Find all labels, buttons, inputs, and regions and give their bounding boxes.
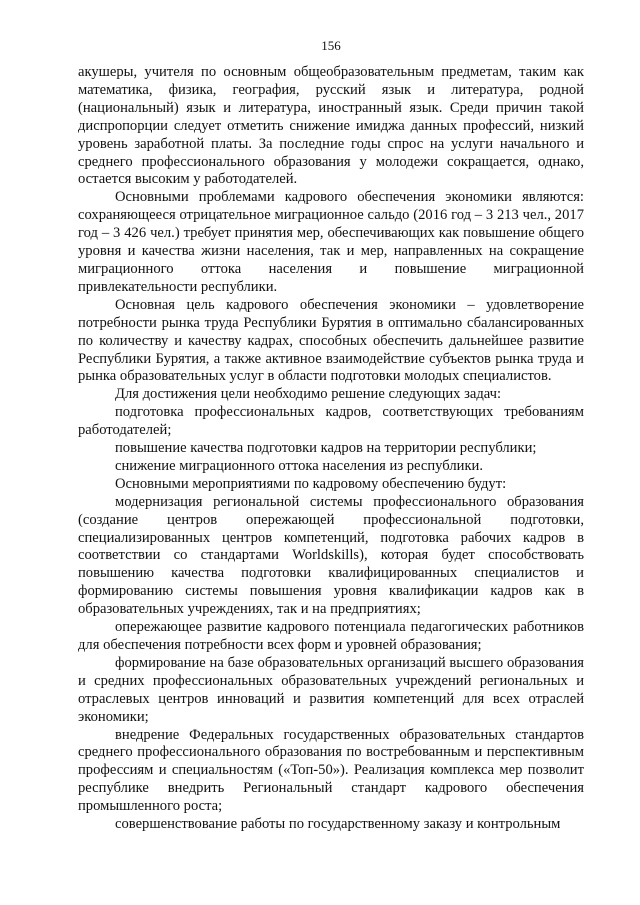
paragraph: Основными проблемами кадрового обеспечения экономики являются: сохраняющееся отрицательное миграционное сальдо (2016 год – 3 213 чел., 2017 год – 3 426 чел.) требует принятия мер, обеспечивающих как повышение общего уровня и качества жизни населения, так и мер, направленных на сокращение миграционного оттока населения и повышение миграционной привлекательности республики.	[78, 189, 584, 295]
page-number: 156	[321, 38, 341, 53]
paragraph: подготовка профессиональных кадров, соответствующих требованиям работодателей;	[78, 404, 584, 439]
paragraph: модернизация региональной системы профессионального образования (создание центров опережающей профессиональной подготовки, специализированных центров компетенций, подготовка рабочих кадров в соответствии со стандартами Worldskills), которая будет способствовать повышению качества подготовки квалифицированных специалистов и формированию системы повышения уровня квалификации кадров как в образовательных учреждениях, так и на предприятиях;	[78, 493, 584, 618]
paragraph: Основными мероприятиями по кадровому обеспечению будут:	[115, 475, 507, 492]
paragraph: формирование на базе образовательных организаций высшего образования и средних профессиональных образовательных учреждений региональных и отраслевых центров инноваций и развития компетенций для всех отраслей экономики;	[78, 654, 584, 725]
paragraph: совершенствование работы по государственному заказу и контрольным	[115, 816, 561, 833]
document-page	[78, 38, 584, 834]
paragraph: опережающее развитие кадрового потенциала педагогических работников для обеспечения потребности всех форм и уровней образования;	[78, 619, 584, 653]
body-text	[78, 64, 584, 834]
paragraph: Основная цель кадрового обеспечения экономики – удовлетворение потребности рынка труда Республики Бурятия в оптимально сбалансированных по количеству и качеству кадрах, способных обеспечить дальнейшее развитие Республики Бурятия, а также активное взаимодействие субъектов рынка труда и рынка образовательных услуг в области подготовки молодых специалистов.	[78, 296, 584, 385]
paragraph: повышение качества подготовки кадров на территории республики;	[115, 440, 537, 457]
paragraph: внедрение Федеральных государственных образовательных стандартов среднего профессионального образования по востребованным и перспективным профессиям и специальностям («Топ-50»). Реализация комплекса мер позволит республике внедрить Региональный стандарт кадрового обеспечения промышленного роста;	[78, 726, 584, 815]
paragraph: акушеры, учителя по основным общеобразовательным предметам, таким как математика, физика, география, русский язык и литература, родной (национальный) язык и литература, иностранный язык. Среди причин такой диспропорции следует отметить снижение имиджа данных профессий, низкий уровень заработной платы. За последние годы спрос на услуги начального и среднего профессионального образования у молодежи сокращается, однако, остается высоким у работодателей.	[78, 64, 584, 188]
paragraph: снижение миграционного оттока населения из республики.	[115, 457, 483, 474]
paragraph: Для достижения цели необходимо решение следующих задач:	[115, 386, 502, 403]
